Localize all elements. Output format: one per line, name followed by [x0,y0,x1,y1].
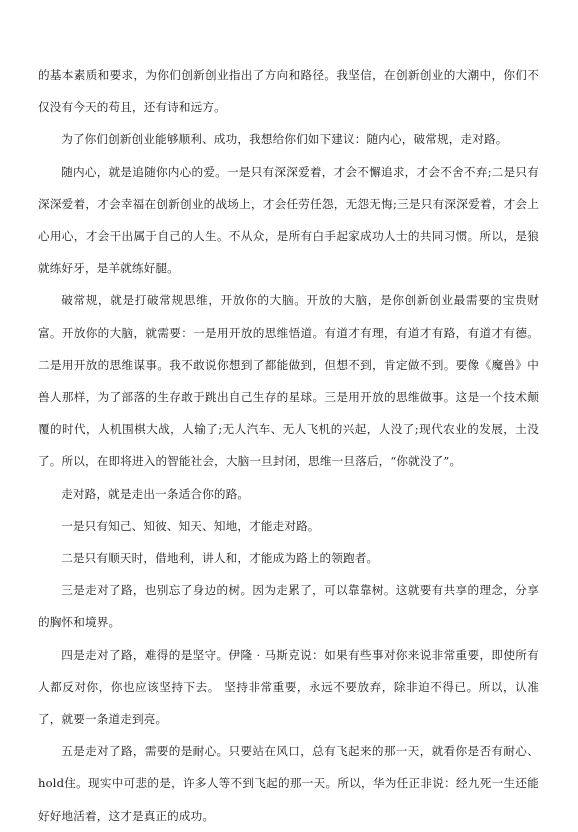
paragraph-point-five: 五是走对了路，需要的是耐心。只要站在风口，总有飞起来的那一天，就看你是否有耐心、hold住。现实中可悲的是，许多人等不到飞起的那一天。所以，华为任正非说：经九死一生还能好好地活着，这才是真正的成功。 [38,744,539,823]
paragraph-point-one: 一是只有知己、知彼、知天、知地，才能走对路。 [61,518,320,533]
paragraph-follow-heart: 随内心，就是追随你内心的爱。一是只有深深爱着，才会不懈追求，才会不舍不弃;二是只有深深爱着，才会幸福在创新创业的战场上，才会任劳任怨，无怨无悔;三是只有深深爱着，才会上心用心，才会干出属于自己的人生。不从众，是所有白手起家成功人士的共同习惯。所以，是狼就练好牙，是羊就练好腿。 [38,164,539,276]
paragraph-point-two: 二是只有顺天时，借地利，讲人和，才能成为路上的领跑者。 [61,551,379,566]
paragraph-right-path: 走对路，就是走出一条适合你的路。 [61,486,250,501]
paragraph-suggestions-intro: 为了你们创新创业能够顺利、成功，我想给你们如下建议：随内心，破常规，走对路。 [61,132,508,147]
paragraph-break-convention: 破常规，就是打破常规思维，开放你的大脑。开放的大脑，是你创新创业最需要的宝贵财富。开放你的大脑，就需要：一是用开放的思维悟道。有道才有理，有道才有路，有道才有德。二是用开放的思维谋事。我不敢说你想到了都能做到，但想不到，肯定做不到。要像《魔兽》中兽人那样，为了部落的生存敢于跳出自己生存的星球。三是用开放的思维做事。这是一个技术颠覆的时代，人机围棋大战，人输了;无人汽车、无人飞机的兴起，人没了;现代农业的发展，土没了。所以，在即将进入的智能社会，大脑一旦封闭，思维一旦落后，“你就没了”。 [38,293,539,469]
paragraph-continuation: 的基本素质和要求，为你们创新创业指出了方向和路径。我坚信，在创新创业的大潮中，你们不仅没有今天的苟且，还有诗和远方。 [38,68,539,115]
paragraph-point-four: 四是走对了路，难得的是坚守。伊隆 · 马斯克说：如果有些事对你来说非常重要，即使所有人都反对你，你也应该坚持下去。 坚持非常重要，永远不要放弃，除非迫不得已。所以，认准了，就要一条道走到亮。 [38,647,539,727]
paragraph-point-three: 三是走对了路，也别忘了身边的树。因为走累了，可以靠靠树。这就要有共享的理念，分享的胸怀和境界。 [38,583,539,630]
